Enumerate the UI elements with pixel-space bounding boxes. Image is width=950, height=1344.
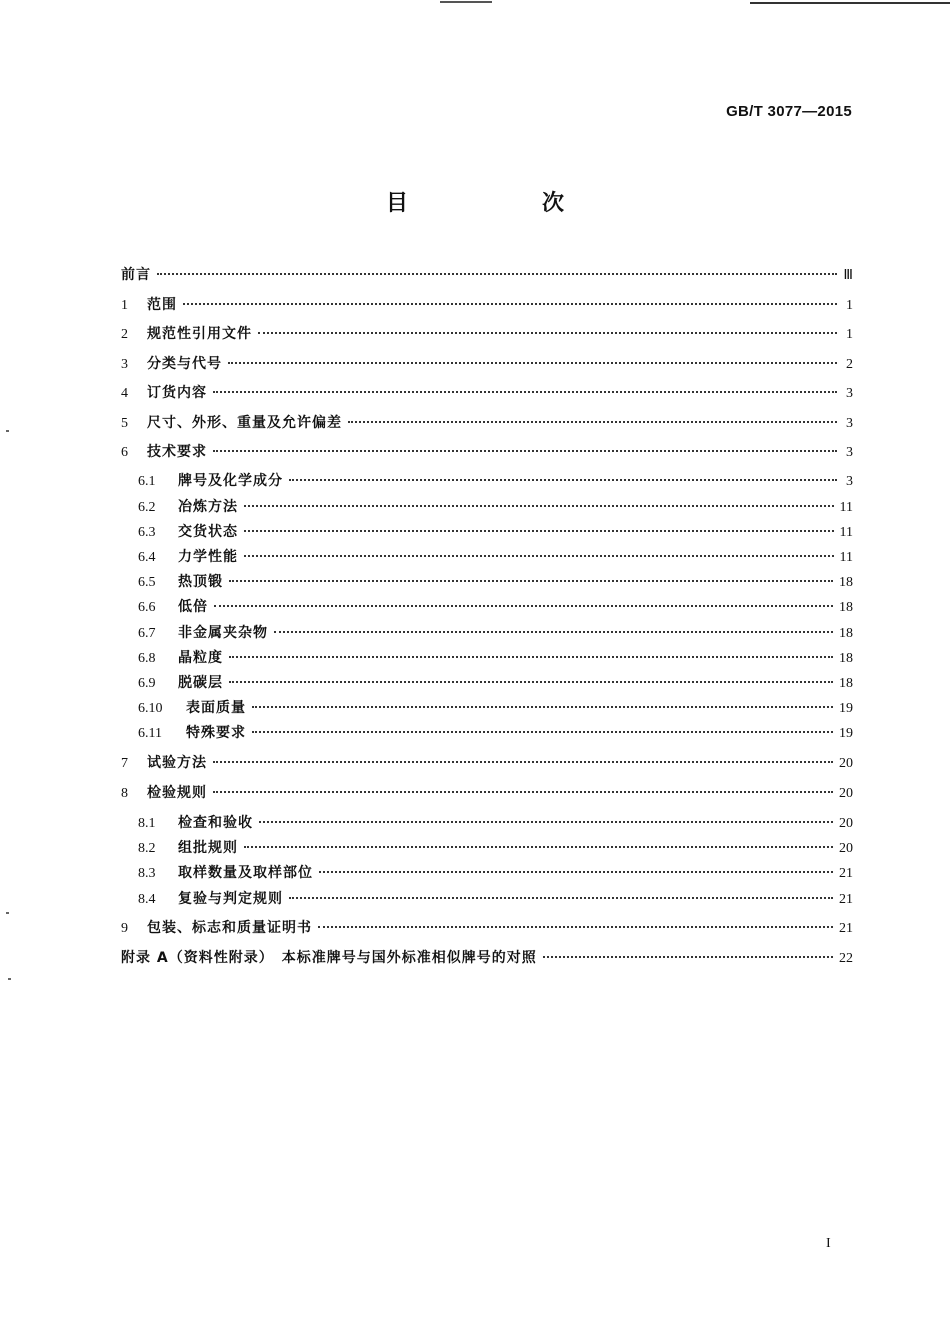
toc-entry-page: 11 [839, 525, 853, 540]
scan-artifact-line [440, 1, 492, 3]
dot-leader [289, 897, 833, 899]
toc-entry-label: 复验与判定规则 [178, 891, 283, 907]
toc-entry[interactable] [138, 472, 853, 491]
toc-entry-page: 18 [839, 676, 853, 691]
toc-entry-number: 7 [121, 756, 128, 771]
toc-entry-number: 4 [121, 386, 128, 401]
toc-entry[interactable] [138, 624, 853, 643]
toc-entry-number: 6.1 [138, 474, 156, 489]
toc-entry-label: 附录 A（资料性附录） 本标准牌号与国外标准相似牌号的对照 [121, 950, 537, 966]
toc-entry-label: 检查和验收 [178, 815, 253, 831]
toc-entry-number: 6.6 [138, 600, 156, 615]
toc-entry-page: 18 [839, 575, 853, 590]
toc-entry[interactable] [138, 724, 853, 743]
toc-entry-page: 3 [846, 474, 853, 489]
toc-title: 目 次 [385, 191, 620, 216]
toc-entry[interactable] [138, 890, 853, 909]
toc-entry-label: 规范性引用文件 [147, 326, 252, 342]
toc-entry-label: 订货内容 [147, 385, 207, 401]
toc-entry-number: 9 [121, 921, 128, 936]
dot-leader [244, 530, 834, 532]
toc-entry-label: 包装、标志和质量证明书 [147, 920, 312, 936]
dot-leader [543, 956, 833, 958]
toc-entry[interactable] [121, 754, 853, 773]
toc-entry[interactable] [138, 864, 853, 883]
toc-entry-page: 19 [839, 701, 853, 716]
toc-entry-number: 6.10 [138, 701, 163, 716]
toc-entry-label: 特殊要求 [186, 725, 246, 741]
toc-entry[interactable] [121, 949, 853, 968]
toc-entry-label: 技术要求 [147, 444, 207, 460]
toc-entry-page: 11 [839, 500, 853, 515]
toc-entry[interactable] [121, 919, 853, 938]
toc-entry[interactable] [121, 266, 853, 285]
dot-leader [274, 631, 833, 633]
toc-entry-number: 8.4 [138, 892, 156, 907]
toc-entry-label: 尺寸、外形、重量及允许偏差 [147, 415, 342, 431]
toc-entry[interactable] [138, 839, 853, 858]
toc-entry[interactable] [121, 296, 853, 315]
toc-entry[interactable] [121, 384, 853, 403]
toc-entry-label: 热顶锻 [178, 574, 223, 590]
toc-entry-page: 20 [839, 816, 853, 831]
toc-entry-page: 20 [839, 756, 853, 771]
dot-leader [348, 421, 837, 423]
toc-entry-label: 范围 [147, 297, 177, 313]
scan-speck [8, 978, 11, 980]
toc-entry[interactable] [121, 414, 853, 433]
dot-leader [258, 332, 837, 334]
dot-leader [213, 450, 837, 452]
toc-entry-page: 18 [839, 651, 853, 666]
toc-entry-page: 20 [839, 786, 853, 801]
toc-entry-page: 3 [846, 416, 853, 431]
toc-entry-label: 前言 [121, 267, 151, 283]
dot-leader [213, 391, 837, 393]
toc-entry[interactable] [121, 443, 853, 462]
toc-entry-number: 6.9 [138, 676, 156, 691]
dot-leader [213, 761, 833, 763]
toc-entry-page: Ⅲ [843, 268, 853, 283]
toc-entry[interactable] [138, 674, 853, 693]
scan-speck [6, 430, 9, 432]
toc-entry-label: 交货状态 [178, 524, 238, 540]
dot-leader [229, 580, 833, 582]
toc-entry-number: 6.7 [138, 626, 156, 641]
toc-entry[interactable] [138, 498, 853, 517]
dot-leader [244, 555, 834, 557]
toc-entry-page: 3 [846, 386, 853, 401]
toc-entry-label: 表面质量 [186, 700, 246, 716]
dot-leader [259, 821, 833, 823]
toc-entry-label: 检验规则 [147, 785, 207, 801]
toc-entry[interactable] [138, 523, 853, 542]
toc-entry-label: 脱碳层 [178, 675, 223, 691]
dot-leader [252, 731, 833, 733]
scan-artifact-line [750, 2, 950, 4]
dot-leader [229, 681, 833, 683]
toc-entry-label: 组批规则 [178, 840, 238, 856]
toc-entry-page: 22 [839, 951, 853, 966]
page-number: I [826, 1236, 831, 1251]
toc-entry-page: 21 [839, 921, 853, 936]
toc-entry-page: 21 [839, 892, 853, 907]
toc-entry-number: 8 [121, 786, 128, 801]
scan-speck [6, 912, 9, 914]
toc-entry[interactable] [138, 699, 853, 718]
toc-entry-label: 分类与代号 [147, 356, 222, 372]
toc-entry[interactable] [121, 355, 853, 374]
toc-entry-label: 非金属夹杂物 [178, 625, 268, 641]
dot-leader [214, 605, 833, 607]
dot-leader [157, 273, 837, 275]
dot-leader [252, 706, 833, 708]
toc-entry[interactable] [138, 598, 853, 617]
toc-entry-label: 牌号及化学成分 [178, 473, 283, 489]
toc-entry-number: 8.2 [138, 841, 156, 856]
toc-entry-label: 取样数量及取样部位 [178, 865, 313, 881]
toc-entry-number: 6 [121, 445, 128, 460]
toc-entry-number: 8.1 [138, 816, 156, 831]
dot-leader [183, 303, 837, 305]
toc-entry[interactable] [138, 649, 853, 668]
toc-entry-page: 2 [846, 357, 853, 372]
standard-code: GB/T 3077—2015 [726, 103, 852, 120]
toc-entry-number: 1 [121, 298, 128, 313]
toc-entry[interactable] [121, 784, 853, 803]
toc-entry[interactable] [138, 548, 853, 567]
toc-entry-number: 6.8 [138, 651, 156, 666]
toc-entry-page: 1 [846, 327, 853, 342]
dot-leader [244, 846, 833, 848]
toc-entry-number: 6.11 [138, 726, 162, 741]
toc-entry-page: 3 [846, 445, 853, 460]
toc-entry-page: 19 [839, 726, 853, 741]
toc-entry-label: 低倍 [178, 599, 208, 615]
toc-entry-number: 5 [121, 416, 128, 431]
toc-entry-page: 18 [839, 626, 853, 641]
toc-entry[interactable] [138, 814, 853, 833]
dot-leader [319, 871, 833, 873]
toc-entry-number: 2 [121, 327, 128, 342]
dot-leader [244, 505, 834, 507]
toc-entry-label: 冶炼方法 [178, 499, 238, 515]
dot-leader [289, 479, 837, 481]
toc-entry-page: 1 [846, 298, 853, 313]
toc-entry-number: 3 [121, 357, 128, 372]
toc-entry-label: 力学性能 [178, 549, 238, 565]
toc-entry-label: 晶粒度 [178, 650, 223, 666]
toc-entry-number: 6.3 [138, 525, 156, 540]
toc-entry-number: 6.2 [138, 500, 156, 515]
toc-entry-page: 21 [839, 866, 853, 881]
toc-entry-label: 试验方法 [147, 755, 207, 771]
dot-leader [229, 656, 833, 658]
toc-entry-number: 8.3 [138, 866, 156, 881]
toc-entry-page: 20 [839, 841, 853, 856]
toc-entry-number: 6.4 [138, 550, 156, 565]
toc-entry[interactable] [138, 573, 853, 592]
toc-entry-page: 18 [839, 600, 853, 615]
dot-leader [318, 926, 833, 928]
toc-entry-page: 11 [839, 550, 853, 565]
toc-entry-number: 6.5 [138, 575, 156, 590]
dot-leader [228, 362, 837, 364]
toc-entry[interactable] [121, 325, 853, 344]
dot-leader [213, 791, 833, 793]
